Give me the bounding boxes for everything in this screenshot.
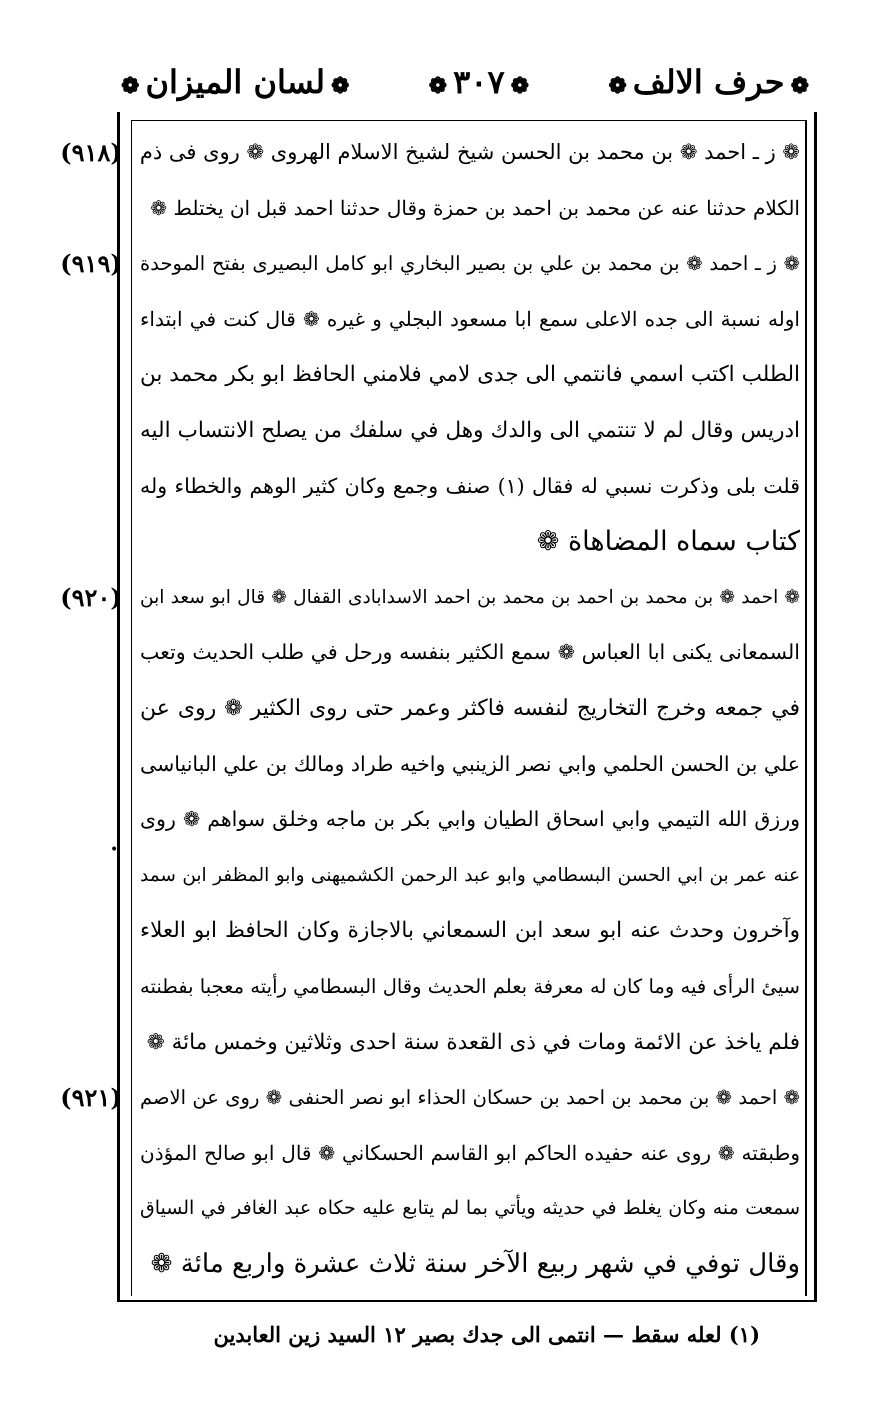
- margin-dot: •: [110, 842, 119, 858]
- ornament-icon: ❁: [510, 73, 530, 99]
- text-line: عنه عمر بن ابي الحسن البسطامي وابو عبد الرحمن الكشميهنى وابو المظفر ابن سمد: [140, 864, 800, 886]
- text-line: ❁ ز ـ احمد ❁ بن محمد بن علي بن بصير البخاري ابو كامل البصيرى بفتح الموحدة: [140, 252, 800, 276]
- text-line: في جمعه وخرج التخاريج لنفسه فاكثر وعمر حتى روى الكثير ❁ روى عن: [140, 695, 800, 721]
- text-line: وآخرون وحدث عنه ابو سعد ابن السمعاني بالاجازة وكان الحافظ ابو العلاء: [140, 918, 800, 944]
- ornament-icon: ❁: [330, 73, 350, 99]
- text-line: ❁ احمد ❁ بن محمد بن احمد بن حسكان الحذاء ابو نصر الحنفى ❁ روى عن الاصم: [140, 1086, 800, 1110]
- text-line: الكلام حدثنا عنه عن محمد بن احمد بن حمزة وقال حدثنا احمد قبل ان يختلط ❁: [150, 195, 800, 220]
- body-text: [140, 125, 800, 1295]
- text-line: علي بن الحسن الحلمي وابي نصر الزينبي واخيه طراد ومالك بن علي البانياسى: [140, 751, 800, 776]
- header-right-title: ❁حرف الالف❁: [608, 63, 809, 101]
- ornament-icon: ❁: [121, 73, 140, 99]
- text-line: ❁ احمد ❁ بن محمد بن احمد بن محمد بن احمد الاسدابادى القفال ❁ قال ابو سعد ابن: [140, 586, 800, 608]
- text-line: فلم ياخذ عن الائمة ومات في ذى القعدة سنة احدى وثلاثين وخمس مائة ❁: [146, 1029, 800, 1055]
- entry-number-921: (٩٢١): [60, 1083, 122, 1112]
- header-left-title: ❁لسان الميزان❁: [121, 63, 350, 101]
- page-header: [115, 58, 815, 106]
- text-line: ورزق الله التيمي وابي اسحاق الطيان وابي بكر بن ماجه وخلق سواهم ❁ روى: [140, 807, 800, 832]
- ornament-icon: ❁: [790, 73, 809, 99]
- text-line: سمعت منه وكان يغلط في حديثه ويأتي بما لم يتابع عليه حكاه عبد الغافر في السياق: [140, 1197, 800, 1220]
- text-line: السمعانى يكنى ابا العباس ❁ سمع الكثير بنفسه ورحل في طلب الحديث وتعب: [140, 640, 800, 665]
- text-line: كتاب سماه المضاهاة ❁: [536, 526, 800, 558]
- text-line: اوله نسبة الى جده الاعلى سمع ابا مسعود البجلي و غيره ❁ قال كنت في ابتداء: [140, 306, 800, 331]
- text-line: قلت بلى وذكرت نسبي له فقال (١) صنف وجمع وكان كثير الوهم والخطاء وله: [140, 473, 800, 498]
- entry-number-919: (٩١٩): [60, 249, 122, 278]
- text-line: وقال توفي في شهر ربيع الآخر سنة ثلاث عشرة واربع مائة ❁: [150, 1248, 800, 1279]
- footnote: (١) لعله سقط — انتمى الى جدك بصير ١٢ السيد زين العابدين: [213, 1322, 760, 1347]
- text-line: وطبقته ❁ روى عنه حفيده الحاكم ابو القاسم الحسكاني ❁ قال ابو صالح المؤذن: [140, 1140, 800, 1165]
- entry-number-920: (٩٢٠): [60, 583, 122, 612]
- entry-number-918: (٩١٨): [60, 138, 122, 167]
- text-line: ❁ ز ـ احمد ❁ بن محمد بن الحسن شيخ لشيخ الاسلام الهروى ❁ روى فى ذم: [140, 140, 800, 164]
- text-line: الطلب اكتب اسمي فانتمي الى جدى لامي فلامني الحافظ ابو بكر محمد بن: [140, 362, 800, 388]
- header-page-number: ❁٣٠٧❁: [428, 63, 530, 101]
- ornament-icon: ❁: [428, 73, 448, 99]
- text-line: سيئ الرأى فيه وما كان له معرفة بعلم الحديث وقال البسطامي رأيته معجبا بفطنته: [140, 974, 800, 998]
- text-line: ادريس وقال لم لا تنتمي الى والدك وهل في سلفك من يصلح الانتساب اليه: [140, 417, 800, 443]
- ornament-icon: ❁: [608, 73, 627, 99]
